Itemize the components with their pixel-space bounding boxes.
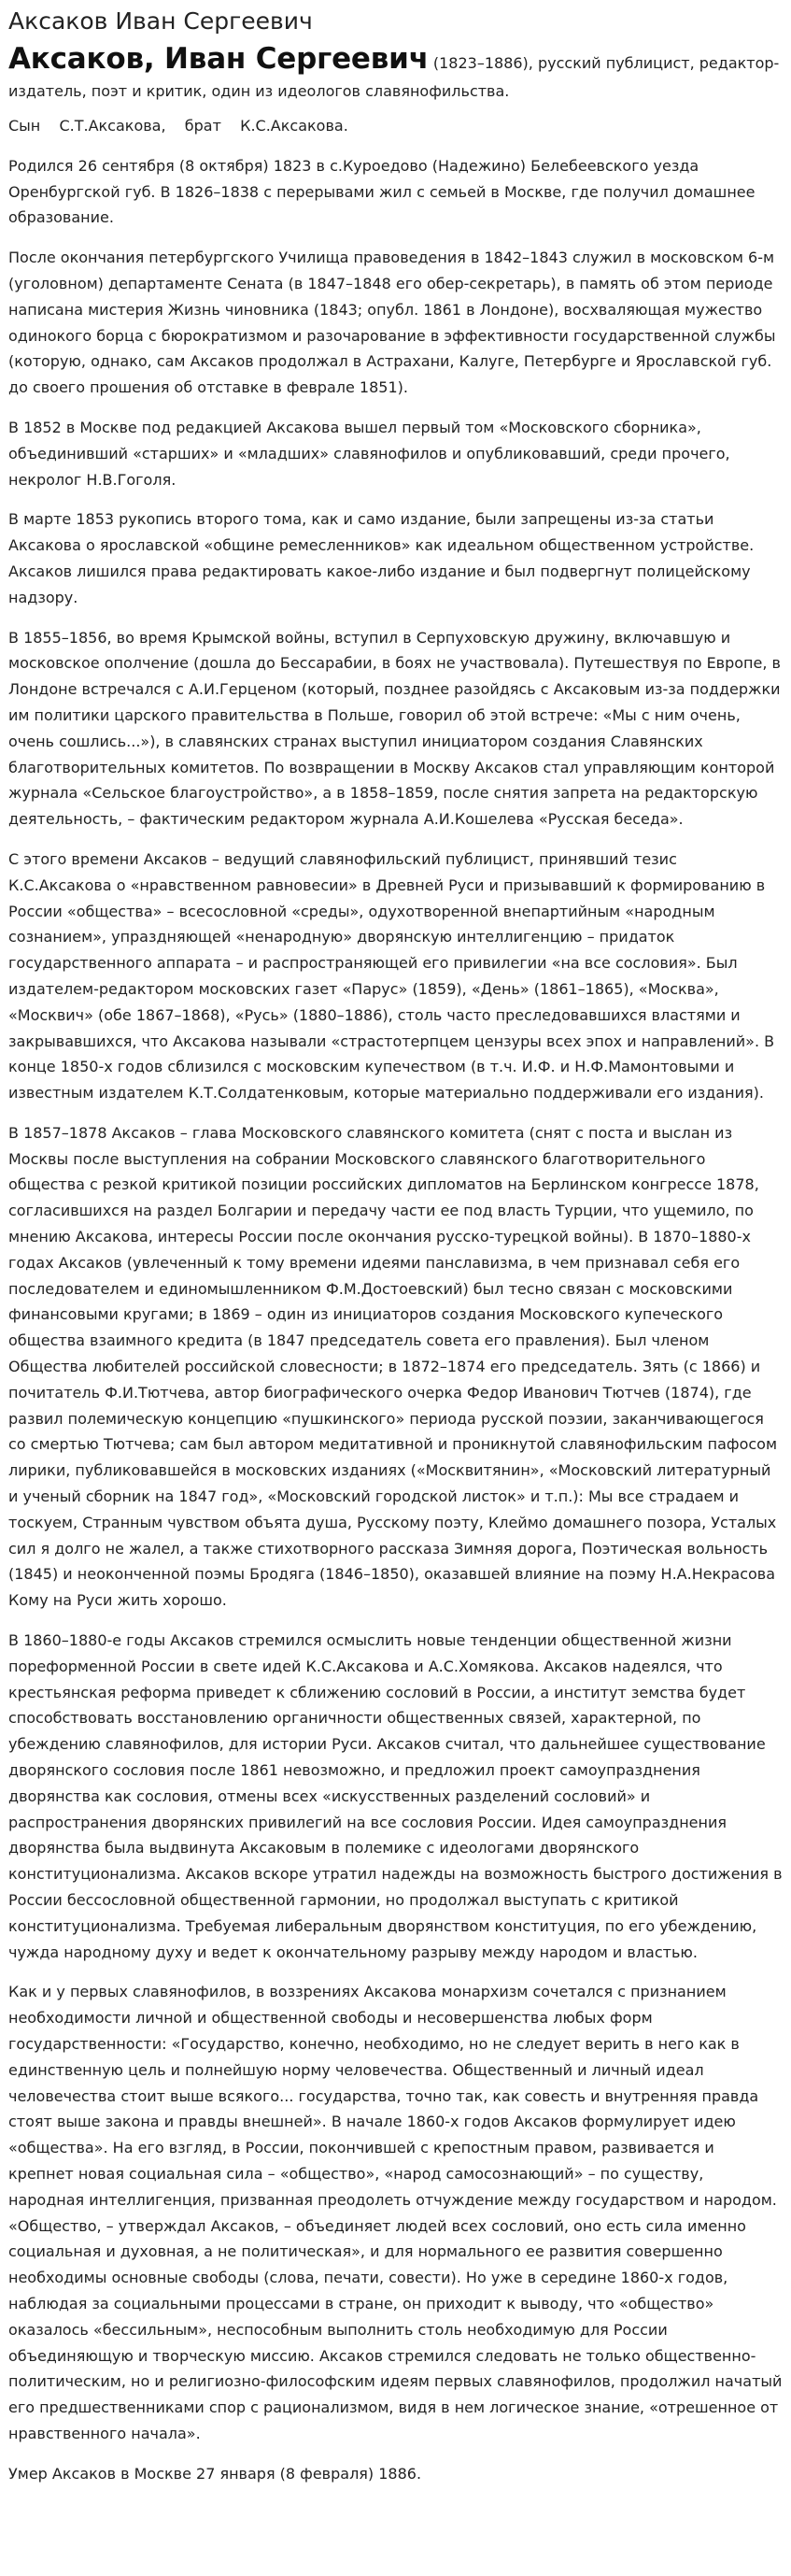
brother-link[interactable]: К.С.Аксакова.	[240, 117, 348, 135]
paragraph-birth: Родился 26 сентября (8 октября) 1823 в с.Куроедово (Надежино) Белебеевского уезда Оренбургской губ. В 1826–1838 с перерывами жил с семьей в Москве, где получил домашнее образование.	[8, 156, 756, 227]
relatives-line	[8, 113, 783, 139]
brother-label: брат	[184, 117, 221, 135]
paragraph-moscow-collection: В 1852 в Москве под редакцией Аксакова вышел первый том «Московского сборника», объединивший «старших» и «младших» славянофилов и опубликовавший, среди прочего, некролог Н.В.Гоголя.	[8, 418, 730, 489]
person-name: Аксаков, Иван Сергеевич	[8, 42, 429, 76]
paragraph-publicist: С этого времени Аксаков – ведущий славянофильский публицист, принявший тезис К.С.Аксакова о «нравственном равновесии» в Древней Руси и призывавший к формированию в России «общества» – всесословной «среды», одухотворенной внепартийным «народным сознанием», упраздняющей «ненародную» дворянскую интеллигенцию – придаток государственного аппарата – и распространяющей его привилегии «на все сословия». Был издателем-редактором московских газет «Парус» (1859), «День» (1861–1865), «Москва», «Москвич» (обе 1867–1868), «Русь» (1880–1886), столь часто преследовавшихся властями и закрывавшихся, что Аксакова называли «страстотерпцем цензуры всех эпох и направлений». В конце 1850-х годов сблизился с московским купечеством (в т.ч. И.Ф. и Н.Ф.Мамонтовыми и известным издателем К.Т.Солдатенковым, которые материально поддерживали его издания).	[8, 849, 775, 1103]
page-title: Аксаков Иван Сергеевич	[8, 7, 313, 35]
paragraph-death: Умер Аксаков в Москве 27 января (8 февраля) 1886.	[8, 2464, 422, 2483]
article-header	[8, 42, 783, 106]
paragraph-views: Как и у первых славянофилов, в воззрениях Аксакова монархизм сочетался с признанием необходимости личной и общественной свободы и несовершенства любых форм государственности: «Государство, конечно, необходимо, но не следует верить в него как в единственную цель и полнейшую норму человечества. Общественный и личный идеал человечества стоит выше всякого... государства, точно так, как совесть и внутренняя правда стоят выше закона и правды внешней». В начале 1860-х годов Аксаков формулирует идею «общества». На его взгляд, в России, покончившей с крепостным правом, развивается и крепнет новая социальная сила – «общество», «народ самосознающий» – по существу, народная интеллигенция, призванная преодолеть отчуждение между государством и народом. «Общество, – утверждал Аксаков, – объединяет людей всех сословий, оно есть сила именно социальная и духовная, а не политическая», и для нормального ее развития совершенно необходимы основные свободы (слова, печати, совести). Но уже в середине 1860-х годов, наблюдая за социальными процессами в стране, он приходит к выводу, что «общество» оказалось «бессильным», неспособным выполнить столь необходимую для России объединяющую и творческую миссию. Аксаков стремился следовать не только общественно-политическим, но и религиозно-философским идеям первых славянофилов, продолжил начатый его предшественниками спор с рационализмом, видя в нем логическое знание, «отрешенное от нравственного начала».	[8, 1983, 783, 2442]
paragraph-1860s-1880s: В 1860–1880-е годы Аксаков стремился осмыслить новые тенденции общественной жизни пореформенной России в свете идей К.С.Аксакова и А.С.Хомякова. Аксаков надеялся, что крестьянская реформа приведет к сближению сословий в России, а институт земства будет способствовать восстановлению органичности общественных связей, характерной, по убеждению славянофилов, для истории Руси. Аксаков считал, что дальнейшее существование дворянского сословия после 1861 невозможно, и предложил проект самоупразднения дворянства как сословия, отмены всех «искусственных разделений сословий» и распространения дворянских привилегий на все сословия России. Идея самоупразднения дворянства была выдвинута Аксаковым в полемике с идеологами дворянского конституционализма. Аксаков вскоре утратил надежды на возможность быстрого достижения в России бессословной общественной гармонии, но продолжал выступать с критикой конституционализма. Требуемая либеральным дворянством конституция, по его убеждению, чужда народному духу и ведет к окончательному разрыву между народом и властью.	[8, 1631, 783, 1961]
paragraph-slavic-committee: В 1857–1878 Аксаков – глава Московского славянского комитета (снят с поста и выслан из Москвы после выступления на собрании Московского славянского благотворительного общества с резкой критикой позиции российских дипломатов на Берлинском конгрессе 1878, согласившихся на раздел Болгарии и передачу части ее под власть Турции, что ущемило, по мнению Аксакова, интересы России после окончания русско-турецкой войны). В 1870–1880-х годах Аксаков (увлеченный к тому времени идеями панславизма, в чем признавал себя его последователем и единомышленником Ф.М.Достоевский) был тесно связан с московскими финансовыми кругами; в 1869 – один из инициаторов создания Московского купеческого общества взаимного кредита (в 1847 председатель совета его правления). Был членом Общества любителей российской словесности; в 1872–1874 его председатель. Зять (с 1866) и почитатель Ф.И.Тютчева, автор биографического очерка Федор Иванович Тютчев (1874), где развил полемическую концепцию «пушкинского» периода русской поэзии, заканчивающегося со смертью Тютчева; сам был автором медитативной и проникнутой славянофильским пафосом лирики, публиковавшейся в московских изданиях («Москвитянин», «Московский литературный и ученый сборник на 1847 год», «Московский городской листок» и т.п.): Мы все страдаем и тоскуем, Странным чувством объята душа, Русскому поэту, Клеймо домашнего позора, Усталых сил я долго не жалел, а также стихотворного рассказа Зимняя дорога, Поэтическая вольность (1845) и неоконченной поэмы Бродяга (1846–1850), оказавшей влияние на поэму Н.А.Некрасова Кому на Руси жить хорошо.	[8, 1123, 778, 1610]
father-link[interactable]: С.Т.Аксакова,	[59, 117, 166, 135]
paragraph-service: После окончания петербургского Училища правоведения в 1842–1843 служил в московском 6-м (уголовном) департаменте Сената (в 1847–1848 его обер-секретарь), в память об этом периоде написана мистерия Жизнь чиновника (1843; опубл. 1861 в Лондоне), восхваляющая мужество одинокого борца с бюрократизмом и разочарование в эффективности государственной службы (которую, однако, сам Аксаков продолжал в Астрахани, Калуге, Петербурге и Ярославской губ. до своего прошения об отставке в феврале 1851).	[8, 249, 776, 397]
son-label: Сын	[8, 117, 41, 135]
person-lifespan: (1823–1886),	[432, 54, 533, 72]
paragraph-crimean-war: В 1855–1856, во время Крымской войны, вступил в Серпуховскую дружину, включавшую и московское ополчение (дошла до Бессарабии, в боях не участвовала). Путешествуя по Европе, в Лондоне встречался с А.И.Герценом (который, позднее разойдясь с Аксаковым из-за поддержки им политики царского правительства в Польше, говорил об этой встрече: «Мы с ним очень, очень сошлись...»), в славянских странах выступил инициатором создания Славянских благотворительных комитетов. По возвращении в Москву Аксаков стал управляющим конторой журнала «Сельское благоустройство», а в 1858–1859, после снятия запрета на редакторскую деятельность, – фактическим редактором журнала А.И.Кошелева «Русская беседа».	[8, 628, 781, 829]
person-description: русский публицист, редактор-издатель, поэт и критик, один из идеологов славянофильства.	[8, 54, 780, 100]
paragraph-ban: В марте 1853 рукопись второго тома, как и само издание, были запрещены из-за статьи Аксакова о ярославской «общине ремесленников» как идеальном общественном устройстве. Аксаков лишился права редактировать какое-либо издание и был подвергнут полицейскому надзору.	[8, 510, 755, 606]
